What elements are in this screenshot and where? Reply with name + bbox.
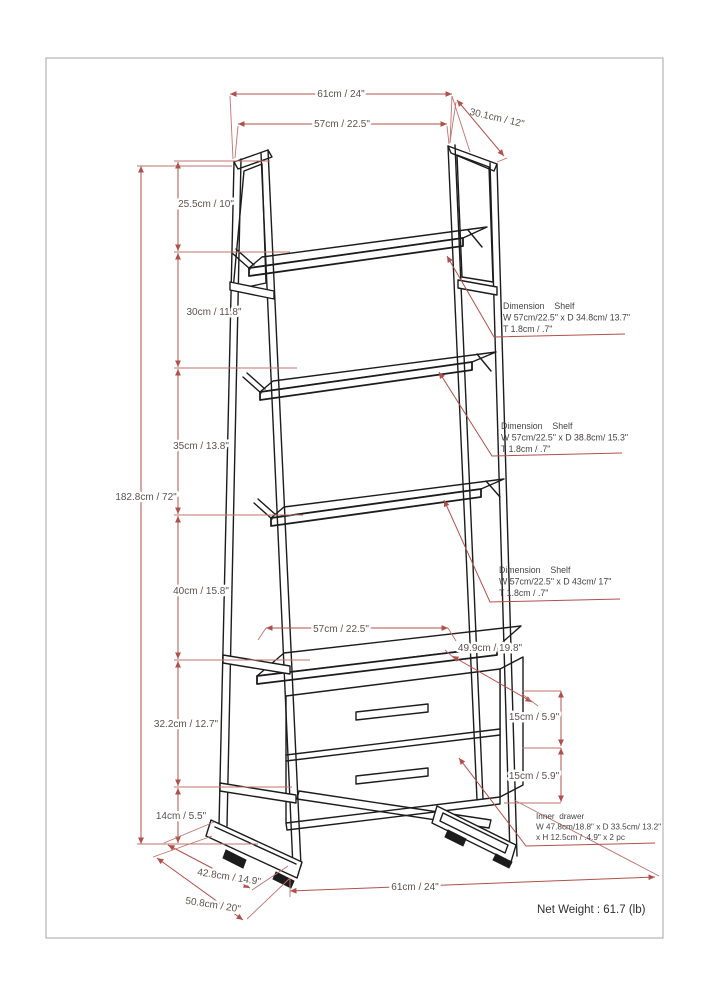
annotation-title: Inner drawer [536,812,585,821]
annotation-title: Dimension Shelf [503,301,575,311]
annotation-line3: T 1.8cm / .7" [501,444,551,454]
dim-label-seg-3: 40cm / 15.8" [173,586,229,597]
dim-label-seg-drawers: 32.2cm / 12.7" [153,719,219,730]
dim-label-foot-outer: 50.8cm / 20" [184,895,242,916]
net-weight-label: Net Weight : 61.7 (lb) [537,904,646,916]
annotation-line2: W 57cm/22.5" x D 34.8cm/ 13.7" [503,312,631,323]
dim-label-seg-2: 35cm / 13.8" [173,441,229,452]
dim-label-total-height: 182.8cm / 72" [115,492,177,503]
ladder-shelf-drawing [206,145,523,888]
dim-label-drawer-2: 15cm / 5.9" [508,771,560,782]
annotation-title: Dimension Shelf [499,565,571,575]
annotation-line2: W 47.8cm/18.8" x D 33.5cm/ 13.2" [536,822,662,832]
cabinet-front [286,669,500,823]
dim-label-top-depth: 30.1cm / 12" [468,106,526,131]
dim-label-foot-inner: 42.8cm / 14.9" [196,867,262,888]
dim-label-bottom-width: 61cm / 24" [391,882,439,893]
dim-label-seg-foot: 14cm / 5.5" [155,811,207,822]
dim-label-top-width: 61cm / 24" [317,89,365,100]
right-frame-opening [457,155,493,282]
annotation-shelf-mid [501,421,628,454]
drawer-cabinet [286,657,523,830]
annotation-title: Dimension Shelf [501,421,573,431]
shelf-2 [260,352,496,400]
dim-label-top-inner: 57cm / 22.5" [314,119,370,130]
annotation-line3: x H 12.5cm / .4.9" x 2 pc [536,833,625,842]
annotation-inner-drawer [536,812,661,842]
right-foot [432,806,516,868]
annotation-shelf-bottom [499,565,611,598]
dim-label-shelf-depth: 49.9cm / 19.8" [457,643,523,654]
annotation-shelf-top [503,301,630,334]
annotation-line3: T 1.8cm / .7" [503,324,553,334]
annotation-line2: W 57cm/22.5" x D 38.8cm/ 15.3" [501,432,629,443]
annotation-line2: W 57cm/22.5" x D 43cm/ 17" [499,576,612,587]
dim-label-seg-top: 25.5cm / 10" [178,199,234,210]
dim-label-seg-1: 30cm / 11.8" [186,307,242,318]
annotation-line3: T 1.8cm / .7" [499,588,549,598]
dim-label-drawer-1: 15cm / 5.9" [508,712,560,723]
dim-label-mid-width: 57cm / 22.5" [313,624,369,635]
